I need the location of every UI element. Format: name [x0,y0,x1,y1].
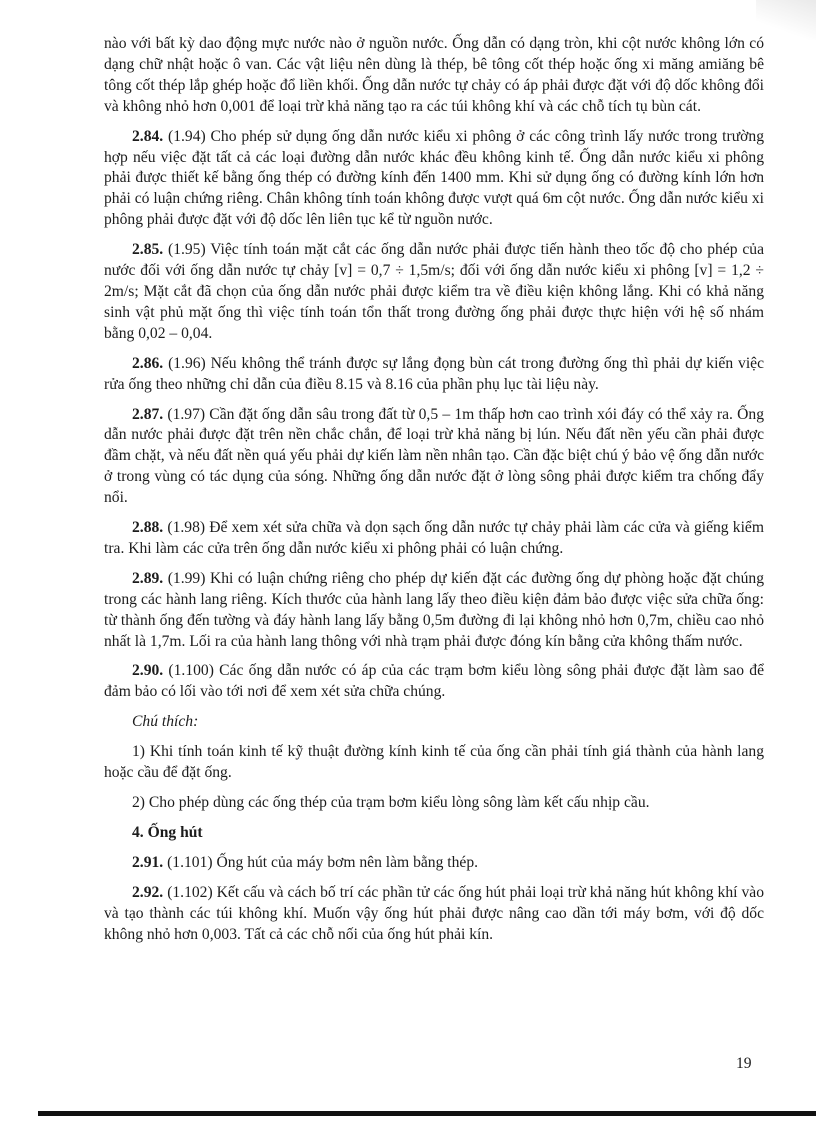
note-title: Chú thích: [132,713,199,731]
clause-2-90 [104,661,764,703]
clause-2-85 [104,240,764,345]
clause-text: (1.102) Kết cấu và cách bố trí các phần tử các ống hút phải loại trừ khả năng hút không khí vào và tạo thành các túi không khí. Muốn vậy ống hút phải được nâng cao dần tới máy bơm, với độ dốc không nhỏ hơn 0,003. Tất cả các chỗ nối của ống hút phải kín. [104,883,764,943]
clause-2-86 [104,354,764,396]
clause-number: 2.89. [132,569,164,587]
body-text [104,34,764,945]
clause-2-89 [104,569,764,653]
bottom-rule [38,1111,816,1116]
clause-number: 2.92. [132,883,164,901]
clause-text: (1.97) Cần đặt ống dẫn sâu trong đất từ 0,5 – 1m thấp hơn cao trình xói đáy có thể xảy ra. Ống dẫn nước phải được đặt trên nền chắc chắn, để loại trừ khả năng bị lún. Nếu đất nền yếu cần phải được đầm chặt, và nếu đất nền quá yếu phải dự kiến làm nền nhân tạo. Cần đặc biệt chú ý bảo vệ ống dẫn nước ở trong vùng có tác dụng của sóng. Những ống dẫn nước đặt ở lòng sông phải được kiểm tra chống đẩy nổi. [104,405,764,507]
clause-number: 2.84. [132,127,164,145]
clause-text: (1.95) Việc tính toán mặt cắt các ống dẫn nước phải được tiến hành theo tốc độ cho phép của nước đối với ống dẫn nước tự chảy [v] = 0,7 ÷ 1,5m/s; đối với ống dẫn nước kiểu xi phông [v] = 1,2 ÷ 2m/s; Mặt cắt đã chọn của ống dẫn nước phải được kiểm tra về điều kiện không lắng. Khi có khả năng sinh vật phủ mặt ống thì việc tính toán tổn thất trong đường ống phải được thực hiện với hệ số nhám bằng 0,02 – 0,04. [104,241,764,342]
note-item: 1) Khi tính toán kinh tế kỹ thuật đường kính kinh tế của ống cần phải tính giá thành của hành lang hoặc cầu để đặt ống. [104,743,764,782]
note-item: 2) Cho phép dùng các ống thép của trạm bơm kiểu lòng sông làm kết cấu nhịp cầu. [132,794,650,811]
clause-number: 2.87. [132,405,164,423]
clause-number: 2.90. [132,662,164,680]
clause-2-91 [104,853,764,874]
clause-2-92 [104,883,764,946]
clause-number: 2.86. [132,354,164,372]
intro-paragraph: nào với bất kỳ dao động mực nước nào ở nguồn nước. Ống dẫn có dạng tròn, khi cột nước không lớn có dạng chữ nhật hoặc ô van. Các vật liệu nên dùng là thép, bê tông cốt thép hoặc ống xi măng amiăng bê tông cốt thép lắp ghép hoặc đổ liền khối. Ống dẫn nước tự chảy có áp phải được đặt với độ dốc không đổi và không nhỏ hơn 0,001 để loại trừ khả năng tạo ra các túi không khí và các chỗ tích tụ bùn cát. [104,35,764,115]
clause-text: (1.99) Khi có luận chứng riêng cho phép dự kiến đặt các đường ống dự phòng hoặc đặt chúng trong các hành lang riêng. Kích thước của hành lang lấy theo điều kiện đảm bảo được việc sửa chữa ống: từ thành ống đến tường và đáy hành lang lấy bằng 0,5m đường đi lại không nhỏ hơn 0,7m, chiều cao nhỏ nhất là 1,7m. Lối ra của hành lang thông với nhà trạm phải được đóng kín bằng cửa không thấm nước. [104,569,764,650]
section-heading: 4. Ống hút [132,823,203,841]
clause-text: (1.100) Các ống dẫn nước có áp của các trạm bơm kiểu lòng sông phải được đặt làm sao để đảm bảo có lối vào tới nơi để xem xét sửa chữa chúng. [104,662,764,701]
clause-text: (1.94) Cho phép sử dụng ống dẫn nước kiểu xi phông ở các công trình lấy nước trong trường hợp nếu việc đặt tất cả các loại đường dẫn nước khác đều không kinh tế. Ống dẫn nước kiểu xi phông phải được thiết kế bằng ống thép có đường kính đến 1400 mm. Khi sử dụng ống có đường kính lớn hơn phải có luận chứng riêng. Chân không tính toán không được vượt quá 6m cột nước. Ống dẫn nước kiểu xi phông phải được đặt với độ dốc lên liên tục kể từ nguồn nước. [104,127,764,229]
clause-number: 2.91. [132,853,164,871]
page-number: 19 [736,1055,752,1072]
clause-text: (1.96) Nếu không thể tránh được sự lắng đọng bùn cát trong đường ống thì phải dự kiến việc rửa ống theo những chỉ dẫn của điều 8.15 và 8.16 của phần phụ lục tài liệu này. [104,354,764,393]
clause-text: (1.98) Để xem xét sửa chữa và dọn sạch ống dẫn nước tự chảy phải làm các cửa và giếng kiểm tra. Khi làm các cửa trên ống dẫn nước kiểu xi phông phải có luận chứng. [104,519,764,557]
clause-2-87 [104,405,764,510]
clause-number: 2.88. [132,519,164,537]
clause-2-84 [104,127,764,232]
clause-text: (1.101) Ống hút của máy bơm nên làm bằng thép. [163,853,479,871]
clause-number: 2.85. [132,241,164,259]
clause-2-88 [104,518,764,560]
scan-shadow [756,0,816,40]
